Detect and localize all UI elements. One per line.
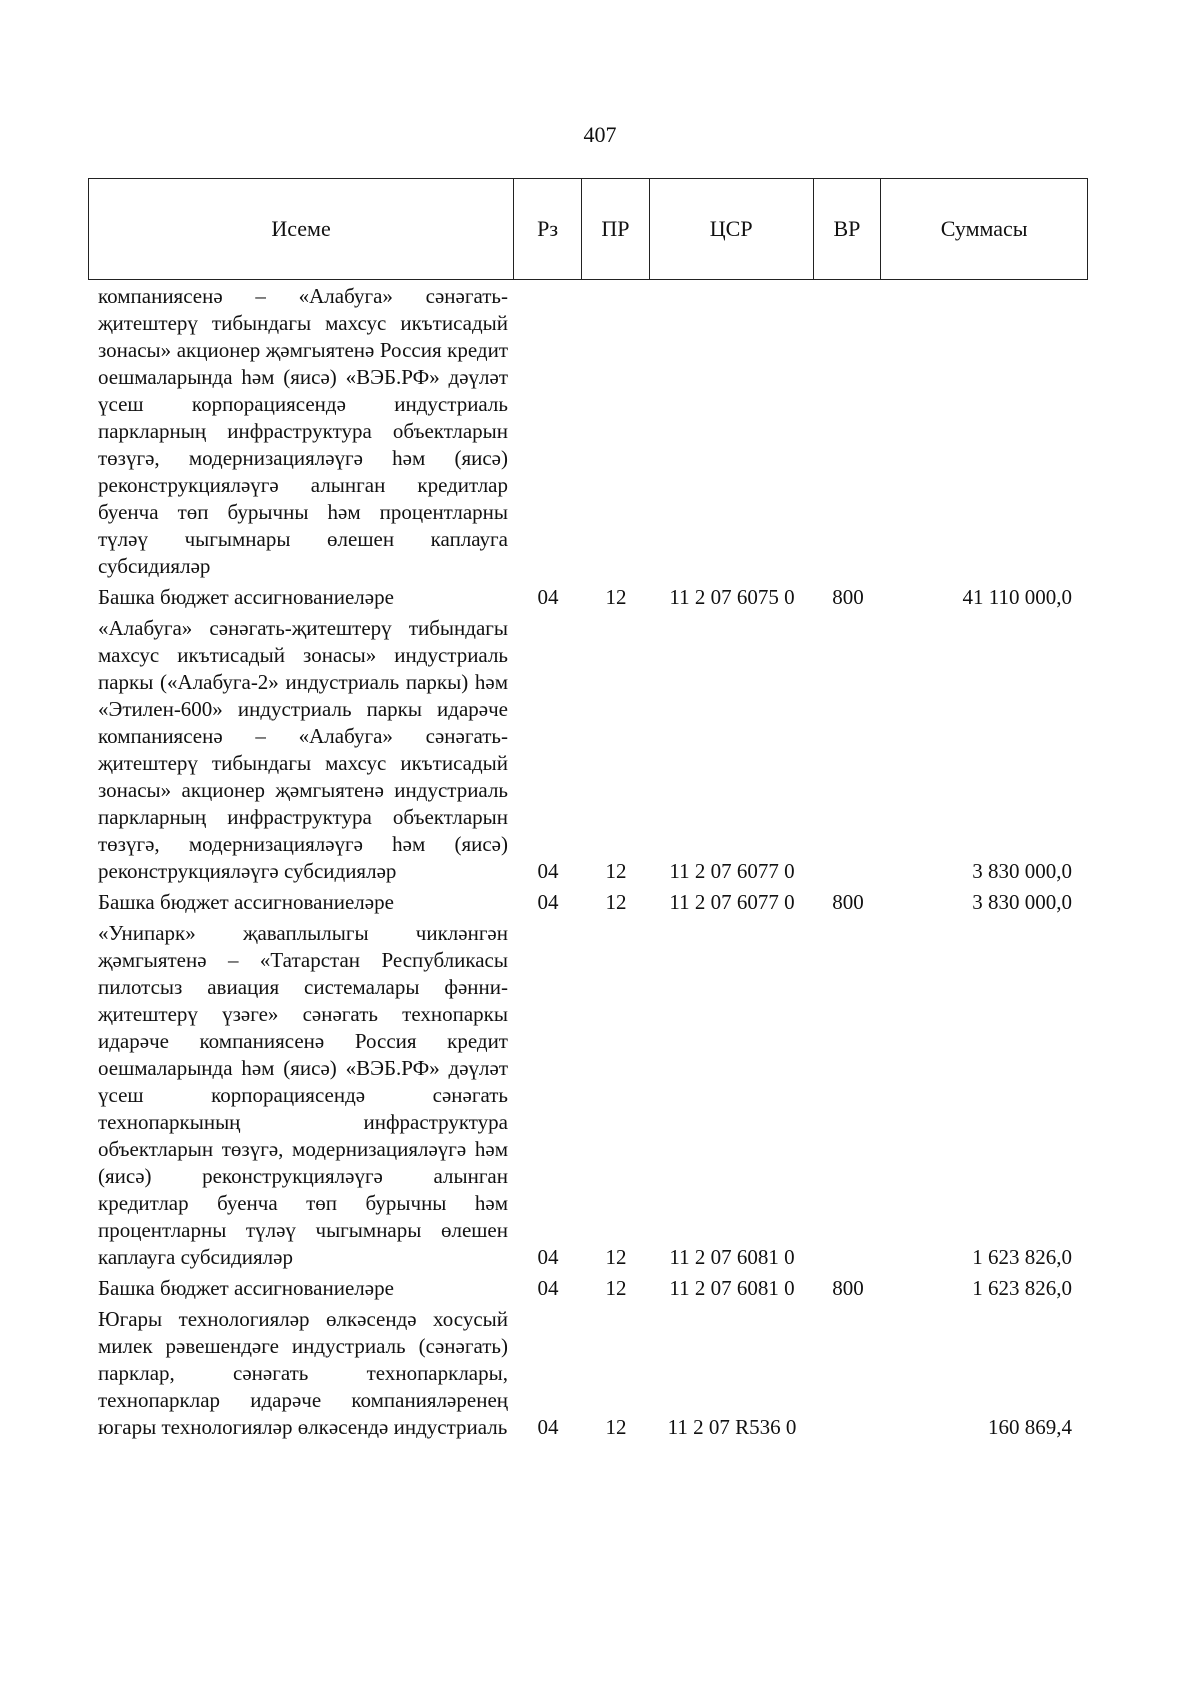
- row-sum: 41 110 000,0: [962, 585, 1072, 609]
- row-csr: 11 2 07 6081 0: [669, 1276, 795, 1300]
- row-name: Югары технологияләр өлкәсендә хосусый милек рәвешендәге индустриаль (сәнәгать) парклар, сәнәгать технопарклары, технопарклар идарәче компанияләренең югары технологияләр өлкәсендә индустриаль: [98, 1307, 508, 1439]
- row-name: Башка бюджет ассигнованиеләре: [98, 1276, 394, 1300]
- row-rz: 04: [537, 1245, 559, 1269]
- row-name: «Унипарк» җаваплылыгы чикләнгән җәмгыятенә – «Татарстан Республикасы пилотсыз авиация системалары фәнни-җитештерү үзәге» сәнәгать технопаркы идарәче компаниясенә Россия кредит оешмаларында һәм (яисә) «ВЭБ.РФ» дәүләт үсеш корпорациясендә сәнәгать технопаркының инфраструктура объектларын төзүгә, модернизацияләүгә һәм (яисә) реконструкцияләүгә алынган кредитлар буенча төп бурычны һәм процентларны түләү чыгымнары өлешен каплауга субсидияләр: [98, 921, 508, 1269]
- header-csr: ЦСР: [650, 179, 814, 279]
- row-pr: 12: [605, 1276, 627, 1300]
- row-name: Башка бюджет ассигнованиеләре: [98, 585, 394, 609]
- table-row: [88, 615, 1088, 885]
- table-row: [88, 920, 1088, 1271]
- row-rz: 04: [537, 1415, 559, 1439]
- row-pr: 12: [605, 585, 627, 609]
- row-csr: 11 2 07 6081 0: [669, 1245, 795, 1269]
- row-rz: 04: [537, 1276, 559, 1300]
- table-row: [88, 1306, 1088, 1441]
- row-pr: 12: [605, 890, 627, 914]
- header-pr: ПР: [582, 179, 650, 279]
- row-sum: 160 869,4: [988, 1415, 1072, 1439]
- header-rz: Рз: [514, 179, 582, 279]
- header-vr: ВР: [814, 179, 882, 279]
- table-row: [88, 889, 1088, 916]
- table-header: [88, 178, 1088, 280]
- row-sum: 3 830 000,0: [972, 890, 1072, 914]
- row-rz: 04: [537, 585, 559, 609]
- row-csr: 11 2 07 6077 0: [669, 859, 795, 883]
- row-rz: 04: [537, 859, 559, 883]
- table-row: [88, 283, 1088, 580]
- row-pr: 12: [605, 859, 627, 883]
- row-csr: 11 2 07 6075 0: [669, 585, 795, 609]
- row-sum: 3 830 000,0: [972, 859, 1072, 883]
- row-csr: 11 2 07 6077 0: [669, 890, 795, 914]
- table-row: [88, 1275, 1088, 1302]
- row-pr: 12: [605, 1245, 627, 1269]
- row-name: Башка бюджет ассигнованиеләре: [98, 890, 394, 914]
- row-vr: 800: [832, 890, 864, 914]
- header-name: Исеме: [89, 179, 514, 279]
- table-row: [88, 584, 1088, 611]
- row-name: компаниясенә – «Алабуга» сәнәгать-җитештерү тибындагы махсус икътисадый зонасы» акционер җәмгыятенә Россия кредит оешмаларында һәм (яисә) «ВЭБ.РФ» дәүләт үсеш корпорациясендә индустриаль паркларның инфраструктура объектларын төзүгә, модернизацияләүгә һәм (яисә) реконструкцияләүгә алынган кредитлар буенча төп бурычны һәм процентларны түләү чыгымнары өлешен каплауга субсидияләр: [98, 284, 508, 578]
- row-pr: 12: [605, 1415, 627, 1439]
- row-sum: 1 623 826,0: [972, 1276, 1072, 1300]
- row-vr: 800: [832, 585, 864, 609]
- page-number: 407: [583, 122, 617, 147]
- row-name: «Алабуга» сәнәгать-җитештерү тибындагы махсус икътисадый зонасы» индустриаль паркы («Алабуга-2» индустриаль паркы) һәм «Этилен-600» индустриаль паркы идарәче компаниясенә – «Алабуга» сәнәгать-җитештерү тибындагы махсус икътисадый зонасы» акционер җәмгыятенә индустриаль паркларның инфраструктура объектларын төзүгә, модернизацияләүгә һәм (яисә) реконструкцияләүгә субсидияләр: [98, 616, 508, 883]
- row-rz: 04: [537, 890, 559, 914]
- row-vr: 800: [832, 1276, 864, 1300]
- row-csr: 11 2 07 R536 0: [667, 1415, 797, 1439]
- table-body: [88, 283, 1088, 1445]
- header-sum: Суммасы: [940, 216, 1028, 241]
- row-sum: 1 623 826,0: [972, 1245, 1072, 1269]
